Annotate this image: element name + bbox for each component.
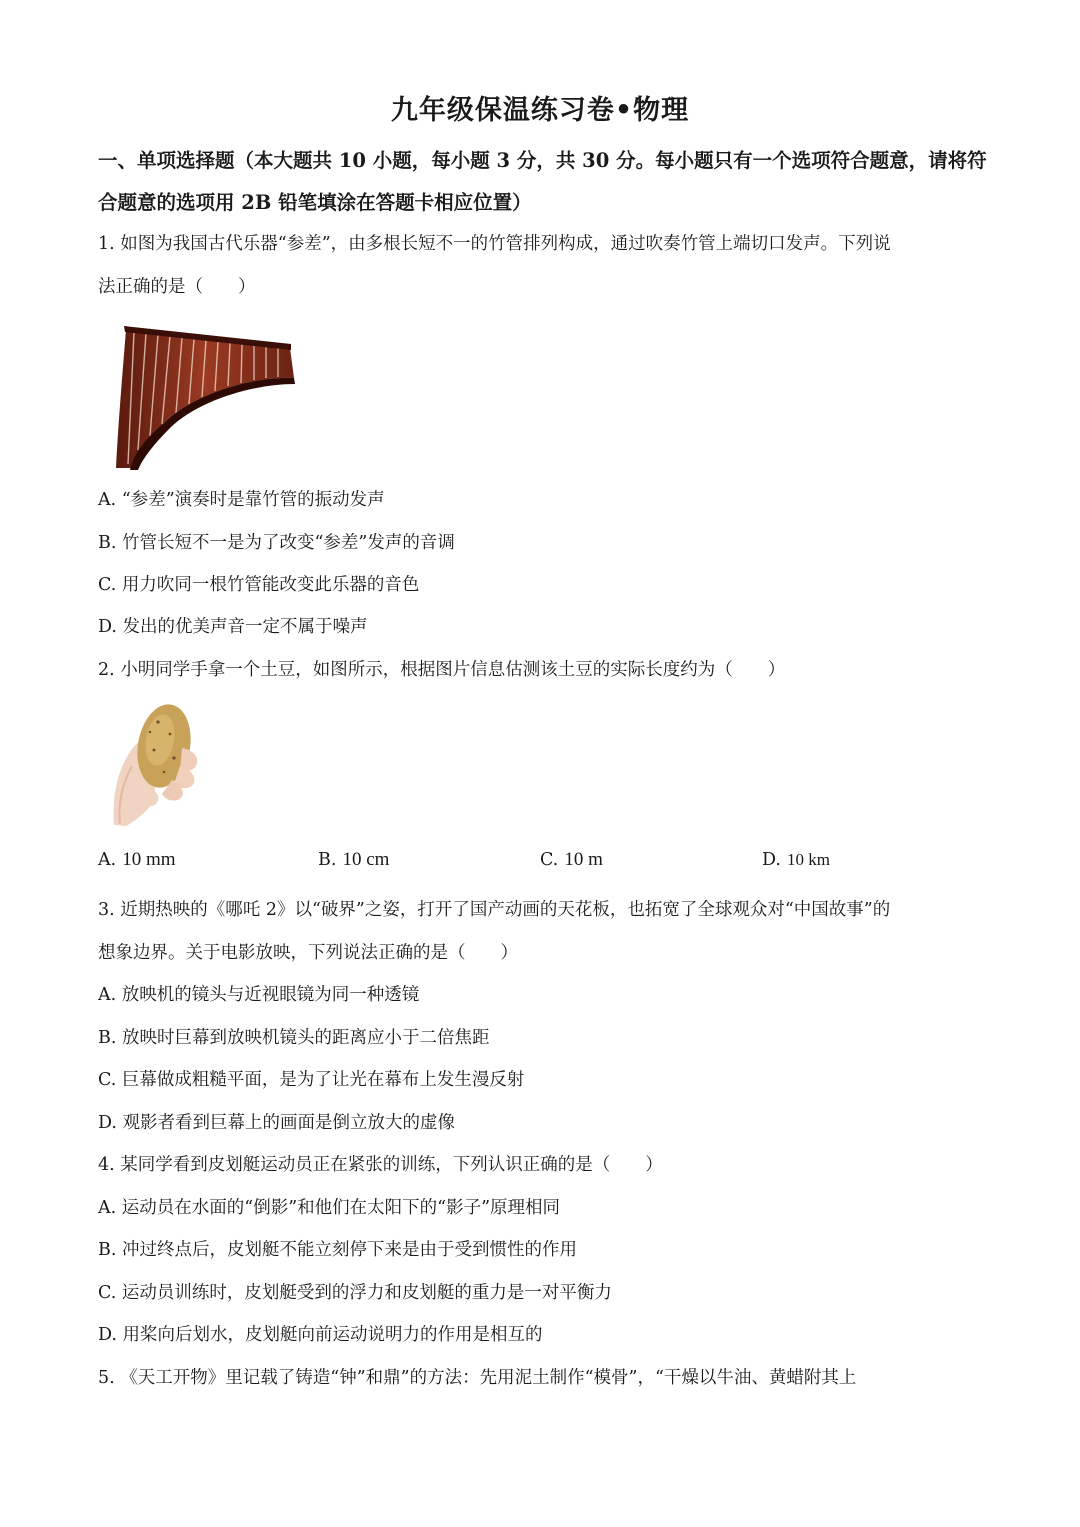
question-3-line-1: 3. 近期热映的《哪吒 2》以“破界”之姿，打开了国产动画的天花板，也拓宽了全球观众对“中国故事”的 (98, 900, 891, 920)
question-2-option-a: A. 10 mm (98, 849, 176, 870)
potato-hand-image (106, 700, 206, 828)
question-3-option-d: D. 观影者看到巨幕上的画面是倒立放大的虚像 (98, 1113, 456, 1133)
question-3-option-a: A. 放映机的镜头与近视眼镜为同一种透镜 (98, 985, 420, 1005)
question-2-option-c: C. 10 m (540, 849, 603, 870)
question-2-option-b: B. 10 cm (318, 849, 390, 870)
question-4-option-d: D. 用桨向后划水，皮划艇向前运动说明力的作用是相互的 (98, 1325, 543, 1345)
question-4-option-c: C. 运动员训练时，皮划艇受到的浮力和皮划艇的重力是一对平衡力 (98, 1283, 612, 1303)
question-4-option-a: A. 运动员在水面的“倒影”和他们在太阳下的“影子”原理相同 (98, 1198, 561, 1218)
question-1-line-1: 1. 如图为我国古代乐器“参差”，由多根长短不一的竹管排列构成，通过吹奏竹管上端切口发声。下列说 (98, 234, 891, 254)
question-1-option-b: B. 竹管长短不一是为了改变“参差”发声的音调 (98, 533, 455, 553)
question-4-line-1: 4. 某同学看到皮划艇运动员正在紧张的训练，下列认识正确的是（ ） (98, 1155, 663, 1175)
question-1-option-d: D. 发出的优美声音一定不属于噪声 (98, 617, 368, 637)
question-1-option-a: A. “参差”演奏时是靠竹管的振动发声 (98, 490, 385, 510)
question-3-line-2: 想象边界。关于电影放映，下列说法正确的是（ ） (98, 943, 518, 963)
question-1-option-c: C. 用力吹同一根竹管能改变此乐器的音色 (98, 575, 420, 595)
question-2-option-d: D. 10 km (762, 850, 830, 870)
page-title: 九年级保温练习卷•物理 (390, 95, 690, 126)
section-heading: 一、单项选择题（本大题共 10 小题，每小题 3 分，共 30 分。每小题只有一个选项符合题意，请将符合题意的选项用 2B 铅笔填涂在答题卡相应位置） (98, 149, 987, 214)
question-4-option-b: B. 冲过终点后，皮划艇不能立刻停下来是由于受到惯性的作用 (98, 1240, 577, 1260)
question-5-line-1: 5. 《天工开物》里记载了铸造“钟”和鼎”的方法：先用泥土制作“模骨”，“干燥以牛油、黄蜡附其上 (98, 1368, 857, 1388)
question-1-line-2: 法正确的是（ ） (98, 277, 256, 297)
question-3-option-b: B. 放映时巨幕到放映机镜头的距离应小于二倍焦距 (98, 1028, 490, 1048)
question-2-line-1: 2. 小明同学手拿一个土豆，如图所示，根据图片信息估测该土豆的实际长度约为（ ） (98, 660, 786, 680)
question-3-option-c: C. 巨幕做成粗糙平面，是为了让光在幕布上发生漫反射 (98, 1070, 525, 1090)
panpipe-image (104, 318, 304, 473)
